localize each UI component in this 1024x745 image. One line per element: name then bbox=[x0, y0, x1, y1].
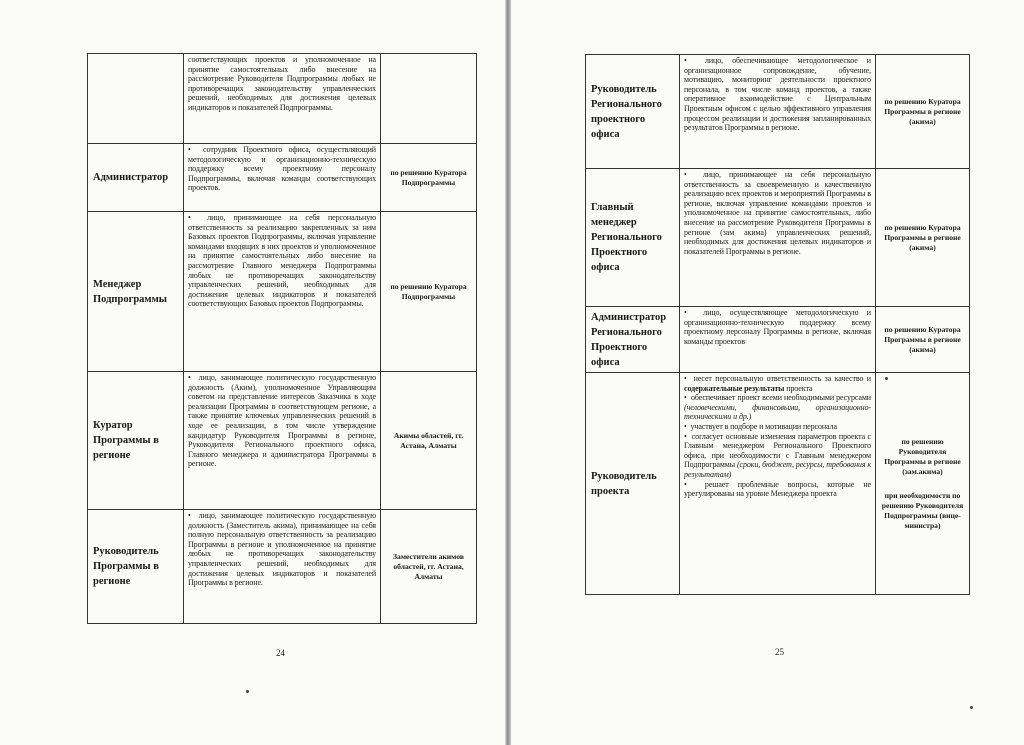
table-row bbox=[88, 144, 477, 212]
responsibility-cell: Заместители акимов областей, гг. Астана, Алматы bbox=[381, 510, 477, 624]
description-text: • лицо, осуществляющее методологическую и организационно-техническую поддержку всему проектному персоналу Программы в регионе, включая команды проектов bbox=[684, 308, 871, 346]
responsibility-cell: по решению Куратора Подпрограммы bbox=[381, 212, 477, 372]
page-number: 24 bbox=[276, 648, 285, 658]
description-text: • лицо, занимающее политическую государственную должность (Аким), уполномоченное Управляющим советом на представление интересов Заказчика в ходе реализации Программы в соответствующем регионе, а также принятие ключевых управленческих решений в ходе ее реализации, в том числе утверждение кандидатур Руководителя Программы в регионе, Руководителя Регионального проектного офиса, Главного менеджера и администратора Программы в регионе. bbox=[188, 373, 376, 469]
description-cell bbox=[184, 144, 381, 212]
table-row bbox=[88, 212, 477, 372]
page-25 bbox=[511, 0, 1024, 745]
responsibility-cell: по решению Куратора Программы в регионе (акима) bbox=[876, 169, 970, 307]
description-cell bbox=[184, 54, 381, 144]
scan-speck bbox=[970, 706, 973, 709]
scan-speck bbox=[246, 690, 249, 693]
list-item bbox=[684, 480, 871, 499]
item-tail: проекта bbox=[784, 383, 813, 393]
page-number: 25 bbox=[775, 647, 784, 657]
responsibility-cell: Акимы областей, гг. Астана, Алматы bbox=[381, 372, 477, 510]
table-row bbox=[88, 54, 477, 144]
description-text: соответствующих проектов и уполномоченное на принятие самостоятельных либо внесение на рассмотрение Руководителя Подпрограммы любых не противоречащих законодательству управленческих решений, необходимых для достижения целевых индикаторов и показателей Подпрограммы. bbox=[188, 55, 376, 112]
description-text: • сотрудник Проектного офиса, осуществляющий методологическую и организационно-техническую поддержку всему проектному персоналу Подпрограммы, включая команды соответствующих проектов. bbox=[188, 145, 376, 193]
description-text: • лицо, принимающее на себя персональную ответственность за своевременную и качественную реализацию всех проектов и мероприятий Программы в регионе, включая управление командами проектов и уполномоченное на принятие самостоятельных, либо внесение на рассмотрение Руководителя Программы в регионе (зам акима) управленческих решений, необходимых для достижения целевых индикаторов и показателей Программы в регионе. bbox=[684, 170, 871, 256]
description-text: • лицо, занимающее политическую государственную должность (Заместитель акима), принимающее на себя полную персональную ответственность за реализацию Программы в регионе и уполномоченное на принятие любых не противоречащих законодательству управленческих решений, необходимых для достижения целевых индикаторов и показателей Программы в регионе. bbox=[188, 511, 376, 588]
role-cell: Руководитель Программы в регионе bbox=[88, 510, 184, 624]
item-text: согласует основные изменения параметров проекта с Главным менеджером Регионального Проектного офиса, при необходимости с Главным менеджером Подпрограммы bbox=[684, 431, 871, 470]
role-cell: Руководитель проекта bbox=[586, 373, 680, 595]
role-cell: Куратор Программы в регионе bbox=[88, 372, 184, 510]
role-cell: Менеджер Подпрограммы bbox=[88, 212, 184, 372]
description-cell bbox=[184, 510, 381, 624]
description-cell bbox=[680, 307, 876, 373]
page-24 bbox=[0, 0, 506, 745]
description-cell bbox=[184, 212, 381, 372]
table-row bbox=[88, 372, 477, 510]
scan-speck bbox=[885, 377, 888, 380]
item-text: участвует в подборе и мотивации персонала bbox=[690, 421, 837, 431]
role-cell: Руководитель Регионального проектного офиса bbox=[586, 55, 680, 169]
spacer bbox=[879, 477, 966, 491]
roles-table-right bbox=[585, 54, 970, 595]
role-cell: Администратор Регионального Проектного офиса bbox=[586, 307, 680, 373]
item-text: обеспечивает проект всеми необходимыми ресурсами bbox=[690, 393, 871, 403]
roles-table-left bbox=[87, 53, 477, 624]
description-cell bbox=[184, 372, 381, 510]
responsibility-cell: по решению Куратора Программы в регионе (акима) bbox=[876, 55, 970, 169]
item-italic: (человеческими, финансовыми, организационно-техническими и др.) bbox=[684, 402, 871, 422]
responsibility-text: по решению Руководителя Программы в регионе (зам.акима) bbox=[884, 436, 961, 476]
item-bold: содержательные результаты bbox=[684, 383, 785, 393]
description-cell bbox=[680, 55, 876, 169]
responsibility-alt-text: при необходимости по решению Руководителя Подпрограммы (вице-министра) bbox=[881, 490, 964, 530]
list-item bbox=[684, 422, 871, 432]
table-row bbox=[586, 373, 970, 595]
table-row bbox=[88, 510, 477, 624]
description-text: • лицо, принимающее на себя персональную ответственность за реализацию закрепленных за ним Базовых проектов Подпрограммы, включая управление командами входящих в них проектов и уполномоченное на принятие самостоятельных либо внесение на рассмотрение Главного менеджера Подпрограммы любых не противоречащих законодательству управленческих решений, необходимых для достижения целевых индикаторов и показателей соответствующих Базовых проектов Подпрограммы. bbox=[188, 213, 376, 309]
responsibility-cell: по решению Куратора Программы в регионе (акима) bbox=[876, 307, 970, 373]
role-cell: Администратор bbox=[88, 144, 184, 212]
description-cell bbox=[680, 373, 876, 595]
responsibility-cell: по решению Куратора Подпрограммы bbox=[381, 144, 477, 212]
item-text: несет персональную ответственность за качество и bbox=[693, 374, 871, 383]
responsibility-cell bbox=[876, 373, 970, 595]
list-item bbox=[684, 432, 871, 480]
role-cell: Главный менеджер Регионального Проектного офиса bbox=[586, 169, 680, 307]
role-cell bbox=[88, 54, 184, 144]
list-item bbox=[684, 374, 871, 393]
description-text: • лицо, обеспечивающее методологическое и организационное сопровождение, обучение, мотивацию, мониторинг деятельности проектного персонала, в том числе команд проектов, а также оперативное взаимодействие с Центральным Проектным офисом с целью эффективного управления процессом реализации и достижения запланированных результатов Программы в регионе. bbox=[684, 56, 871, 133]
description-cell bbox=[680, 169, 876, 307]
responsibility-cell bbox=[381, 54, 477, 144]
table-row bbox=[586, 169, 970, 307]
table-row bbox=[586, 55, 970, 169]
item-text: решает проблемные вопросы, которые не урегулированы на уровне Менеджера проекта bbox=[684, 479, 871, 499]
item-italic: (сроки, бюджет, ресурсы, требования к результатам) bbox=[684, 460, 872, 479]
list-item bbox=[684, 393, 871, 422]
table-row bbox=[586, 307, 970, 373]
